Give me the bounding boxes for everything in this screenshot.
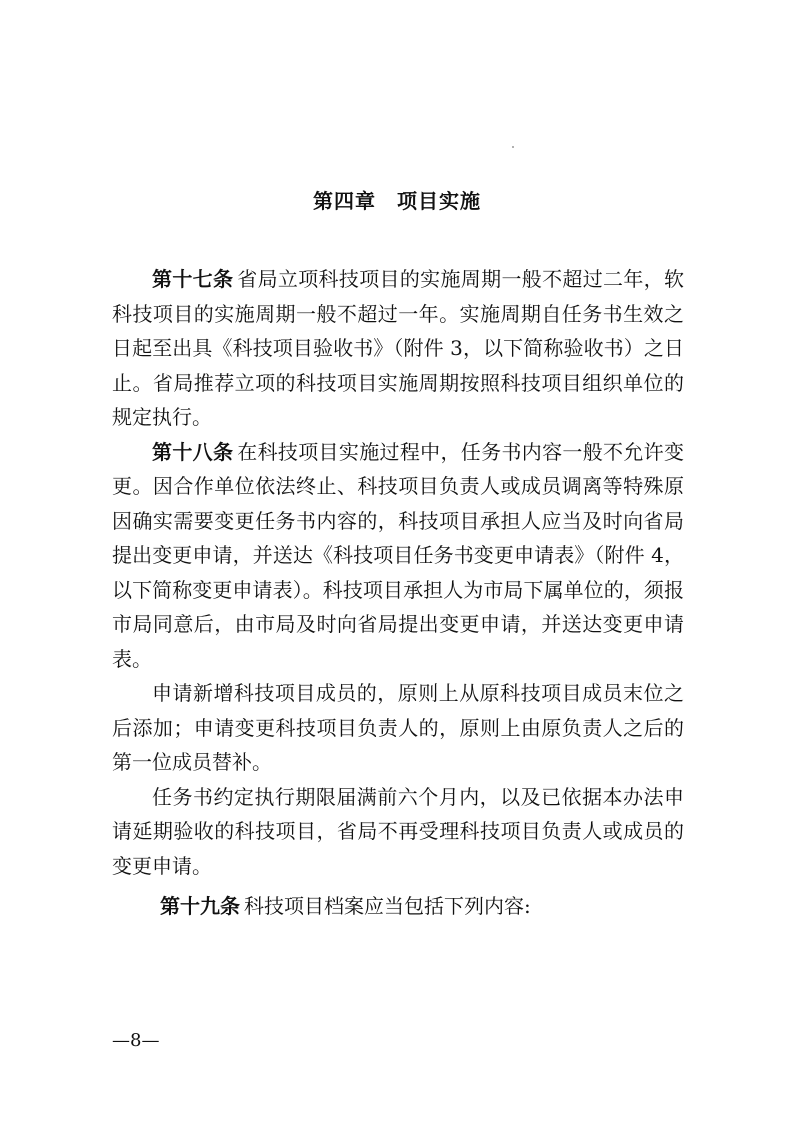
article-text: 省局立项科技项目的实施周期一般不超过二年，软科技项目的实施周期一般不超过一年。实施周期自任务书生效之日起至出具《科技项目验收书》（附件 3，以下简称验收书）之日止。省局推荐立项的科技项目实施周期按照科技项目组织单位的规定执行。 [112, 267, 685, 429]
paragraph-change-restriction [112, 780, 684, 884]
article-label: 第十七条 [152, 267, 234, 291]
article-label: 第十八条 [152, 439, 234, 464]
article-19 [112, 889, 684, 924]
paragraph-text: 申请新增科技项目成员的，原则上从原科技项目成员末位之后添加；申请变更科技项目负责人的，原则上由原负责人之后的第一位成员替补。 [112, 681, 684, 774]
page-number: —8— [112, 1030, 160, 1051]
article-label: 第十九条 [160, 894, 240, 918]
paragraph-new-members [112, 676, 684, 780]
body-text [112, 262, 684, 924]
article-text: 在科技项目实施过程中，任务书内容一般不允许变更。因合作单位依法终止、科技项目负责人或成员调离等特殊原因确实需要变更任务书内容的，科技项目承担人应当及时向省局提出变更申请，并送达《科技项目任务书变更申请表》（附件 4，以下简称变更申请表）。科技项目承担人为市局下属单位的，须报市局同意后，由市局及时向省局提出变更申请，并送达变更申请表。 [112, 439, 685, 671]
chapter-title: 第四章 项目实施 [313, 189, 481, 213]
article-17 [112, 262, 684, 435]
paragraph-text: 任务书约定执行期限届满前六个月内，以及已依据本办法申请延期验收的科技项目，省局不再受理科技项目负责人或成员的变更申请。 [112, 784, 684, 878]
article-text: 科技项目档案应当包括下列内容: [244, 894, 531, 918]
article-18 [112, 435, 684, 677]
scan-speck [512, 146, 514, 148]
